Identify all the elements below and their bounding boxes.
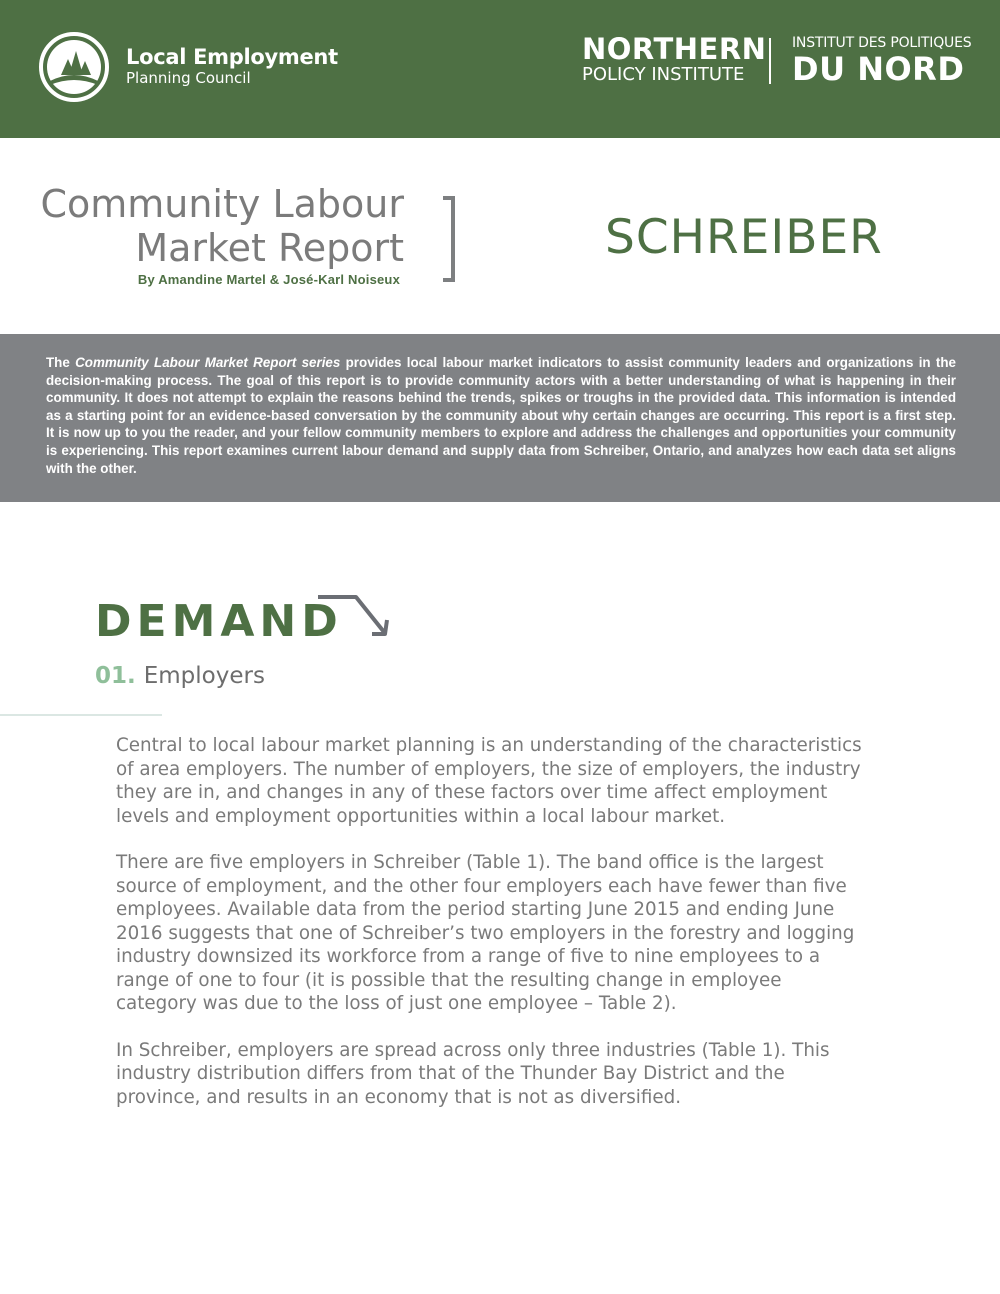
section-heading: DEMAND <box>95 596 343 647</box>
report-authors: By Amandine Martel & José-Karl Noiseux <box>137 272 400 287</box>
npi-wordmark <box>582 34 766 86</box>
paragraph: Central to local labour market planning is an understanding of the characteristics of area employers. The number of employers, the size of employers, the industry they are in, and changes in any of these factors over time affect employment levels and employment opportunities within a local labour market. <box>116 735 862 827</box>
npi-line2: POLICY INSTITUTE <box>582 64 745 85</box>
intro-body: provides local labour market indicators to assist community leaders and organizations in the decision-making process. The goal of this report is to provide community actors with a better understanding of what is happening in their community. It does not attempt to explain the reasons behind the trends, spikes or troughs in the provided data. This information is intended as a starting point for an evidence-based conversation by the community about why certain changes are occurring. This report is a first step. It is now up to you the reader, and your fellow community members to explore and address the challenges and opportunities your community is experiencing. This report examines current labour demand and supply data from Schreiber, Ontario, and analyzes how each data set aligns with the other. <box>46 355 956 476</box>
section-subtitle: Employers <box>143 663 265 689</box>
section-number: 01. <box>95 663 136 689</box>
lepc-wordmark <box>126 45 338 88</box>
logo-divider <box>769 38 771 84</box>
npi-line1: NORTHERN <box>582 32 767 66</box>
report-title <box>40 182 404 270</box>
report-title-line2: Market Report <box>135 226 404 270</box>
lepc-name-line1: Local Employment <box>126 45 338 69</box>
bracket-divider <box>443 196 455 282</box>
paragraph: There are five employers in Schreiber (Table 1). The band office is the largest source of employment, and the other four employers each have fewer than five employees. Available data from the period starting June 2015 and ending June 2016 suggests that one of Schreiber’s two employers in the forestry and logging industry downsized its workforce from a range of five to nine employees to a range of one to four (it is possible that the resulting change in employee category was due to the loss of just one employee – Table 2). <box>116 852 855 1014</box>
ipn-line1: INSTITUT DES POLITIQUES <box>792 35 972 51</box>
header-band <box>0 0 1000 138</box>
tree-logo-icon <box>38 31 110 103</box>
intro-series-name: Community Labour Market Report series <box>75 355 341 370</box>
ipn-line2: DU NORD <box>792 50 965 88</box>
lepc-name-line2: Planning Council <box>126 69 251 87</box>
down-right-arrow-icon <box>316 592 392 642</box>
ipn-wordmark <box>792 34 971 86</box>
body-text <box>116 734 868 1132</box>
community-name: SCHREIBER <box>605 210 883 265</box>
section-rule <box>0 714 162 716</box>
section-subheading <box>95 663 265 689</box>
report-title-line1: Community Labour <box>40 182 404 226</box>
paragraph: In Schreiber, employers are spread across only three industries (Table 1). This industry distribution differs from that of the Thunder Bay District and the province, and results in an economy that is not as diversified. <box>116 1039 830 1108</box>
intro-prefix: The <box>46 355 70 370</box>
intro-paragraph <box>46 354 956 477</box>
